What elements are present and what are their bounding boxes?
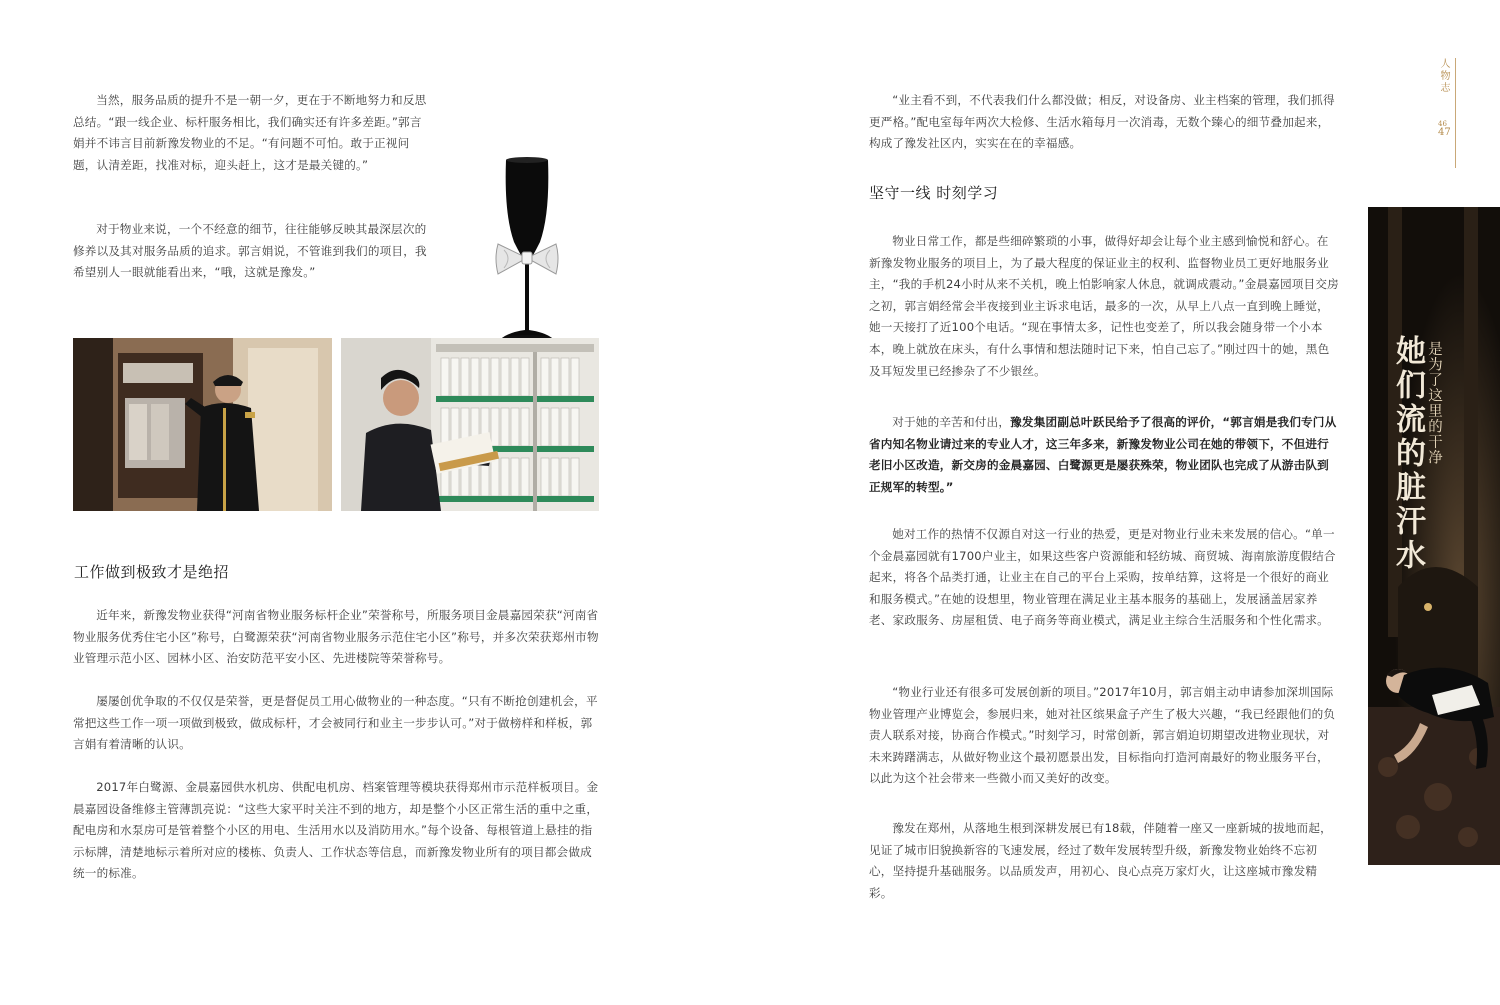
section-tag — [1437, 58, 1457, 94]
section-name: 人物志 — [1438, 58, 1449, 94]
left-body-paragraph-3: 2017年白鹭源、金晨嘉园供水机房、供配电机房、档案管理等模块获得郑州市示范样板项目。金晨嘉园设备维修主管薄凯亮说：“这些大家平时关注不到的地方，却是整个小区正常生活的重中之重，配电房和水泵房可是管着整个小区的用电、生活用水以及消防用水。”每个设备、每根管道上悬挂的指示标牌，清楚地标示着所对应的楼栋、负责人、工作状态等信息，而新豫发物业所有的项目都会做成统一的标准。 — [73, 780, 599, 881]
left-intro-paragraph-2: 对于物业来说，一个不经意的细节，往往能够反映其最深层次的修养以及其对服务品质的追求。郭言娟说，不管谁到我们的项目，我希望别人一眼就能看出来，“哦，这就是豫发。” — [73, 222, 427, 280]
left-body-paragraph-2: 屡屡创优争取的不仅仅是荣誉，更是督促员工用心做物业的一种态度。“只有不断抢创建机会，平常把这些工作一项一项做到极致，做成标杆，才会被同行和业主一步步认可。”对于做榜样和样板，郭言娟有着清晰的认识。 — [73, 694, 598, 752]
page-number-left: 46 — [1438, 120, 1447, 128]
champagne-glass-illustration — [492, 154, 562, 344]
left-section-heading: 工作做到极致才是绝招 — [74, 563, 230, 581]
section-tag-rule — [1455, 58, 1456, 168]
right-paragraph-3: 她对工作的热情不仅源自对这一行业的热爱，更是对物业行业未来发展的信心。“单一个金晨嘉园就有1700户业主，如果这些客户资源能和轻纺城、商贸城、海南旅游度假结合起来，将各个品类打通，让业主在自己的平台上采购，按单结算，这将是一个很好的商业和服务模式。”在她的设想里，物业管理在满足业主基本服务的基础上，发展涵盖居家养老、家政服务、房屋租赁、电子商务等商业模式，满足业主综合生活服务和个性化需求。 — [869, 527, 1336, 628]
left-body-paragraph-1: 近年来，新豫发物业获得“河南省物业服务标杆企业”荣誉称号，所服务项目金晨嘉园荣获“河南省物业服务优秀住宅小区”称号，白鹭源荣获“河南省物业服务示范住宅小区”称号，并多次荣获郑州市物业管理示范小区、园林小区、治安防范平安小区、先进楼院等荣誉称号。 — [73, 608, 599, 666]
banner-photo — [1368, 207, 1500, 865]
banner-title: 她们流的脏汗水 — [1390, 335, 1425, 573]
photo-archive-management — [341, 338, 599, 511]
photo-cabinet-inspection — [73, 338, 332, 511]
right-intro-paragraph: “业主看不到，不代表我们什么都没做；相反，对设备房、业主档案的管理，我们抓得更严格。”配电室每年两次大检修、生活水箱每月一次消毒，无数个臻心的细节叠加起来，构成了豫发社区内，实实在在的幸福感。 — [869, 93, 1335, 151]
page-number-right: 47 — [1438, 127, 1451, 138]
right-paragraph-2-highlight: 豫发集团副总叶跃民给予了很高的评价，“郭言娟是我们专门从省内知名物业请过来的专业人才，这三年多来，新豫发物业公司在她的带领下，不但进行老旧小区改造，新交房的金晨嘉园、白鹭源更是屡获殊荣，物业团队也完成了从游击队到正规军的转型。” — [869, 415, 1337, 494]
right-section-heading: 坚守一线 时刻学习 — [869, 184, 999, 202]
right-paragraph-2-lead: 对于她的辛苦和付出， — [892, 415, 1011, 429]
banner-subtitle: 是为了这里的干净 — [1426, 341, 1442, 465]
right-paragraph-2 — [869, 412, 1339, 498]
left-intro-paragraph-1: 当然，服务品质的提升不是一朝一夕，更在于不断地努力和反思总结。“跟一线企业、标杆服务相比，我们确实还有许多差距。”郭言娟并不讳言目前新豫发物业的不足。“有问题不可怕。敢于正视问题，认清差距，找准对标，迎头赶上，这才是最关键的。” — [73, 93, 427, 172]
right-paragraph-5: 豫发在郑州，从落地生根到深耕发展已有18载，伴随着一座又一座新城的拔地而起，见证了城市旧貌换新容的飞速发展，经过了数年发展转型升级，新豫发物业始终不忘初心，坚持提升基础服务。以品质发声，用初心、良心点亮万家灯火，让这座城市豫发精彩。 — [869, 821, 1332, 900]
page-numbers — [1438, 118, 1451, 139]
feature-banner — [1368, 207, 1500, 865]
right-paragraph-4: “物业行业还有很多可发展创新的项目。”2017年10月，郭言娟主动申请参加深圳国际物业管理产业博览会，参展归来，她对社区缤果盒子产生了极大兴趣，“我已经跟他们的负责人联系对接，协商合作模式。”时刻学习，时常创新，郭言娟迫切期望改进物业现状，对未来踌躇满志，从做好物业这个最初愿景出发，目标指向打造河南最好的物业服务平台，以此为这个社会带来一些微小而又美好的改变。 — [869, 685, 1336, 786]
right-paragraph-1: 物业日常工作，都是些细碎繁琐的小事，做得好却会让每个业主感到愉悦和舒心。在新豫发物业服务的项目上，为了最大程度的保证业主的权利、监督物业员工更好地服务业主，“我的手机24小时从来不关机，晚上怕影响家人休息，就调成震动。”金晨嘉园项目交房之初，郭言娟经常会半夜接到业主诉求电话，最多的一次，从早上八点一直到晚上睡觉，她一天接打了近100个电话。“现在事情太多，记性也变差了，所以我会随身带一个小本本，晚上就放在床头，有什么事情和想法随时记下来，怕自己忘了。”刚过四十的她，黑色及耳短发里已经掺杂了不少银丝。 — [869, 234, 1339, 378]
